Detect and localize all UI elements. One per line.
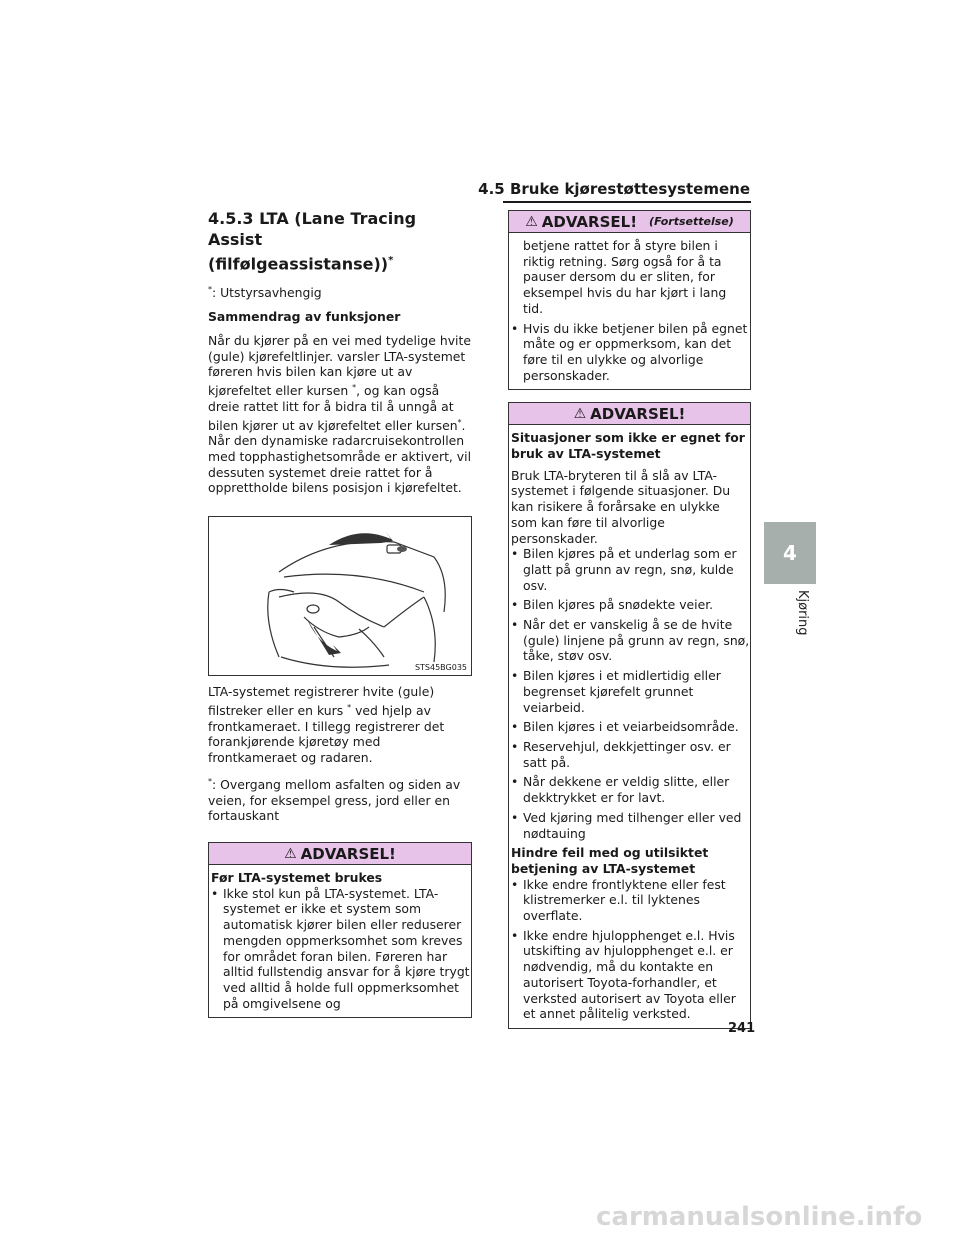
warning-box [208, 842, 472, 1018]
chapter-label: Kjøring [795, 590, 810, 636]
car-illustration [209, 517, 472, 676]
list-item: • Hvis du ikke betjener bilen på egnet måte og er oppmerksom, kan det føre til en ulykke og alvorlige personskader. [509, 321, 750, 384]
list-item: • Når det er vanskelig å se de hvite (gule) linjene på grunn av regn, snø, tåke, støv osv. [509, 617, 750, 664]
list-item: • Bilen kjøres på snødekte veier. [509, 597, 750, 613]
footnote-transition: *: Overgang mellom asfalten og siden av veien, for eksempel gress, jord eller en fortauskant [208, 776, 461, 824]
list-item: • Ikke endre hjulopphenget e.l. Hvis utskifting av hjulopphenget e.l. er nødvendig, må du kontakte en autorisert Toyota-forhandler, et verksted autorisert av Toyota eller et annet pålitelig verksted. [509, 928, 750, 1022]
chapter-tab[interactable]: 4 [764, 522, 816, 584]
list-item: • Når dekkene er veldig slitte, eller dekktrykket er for lavt. [509, 774, 750, 805]
page-number: 241 [728, 1021, 756, 1036]
warning-triangle-icon: ⚠ [525, 213, 538, 230]
header-rule [503, 201, 751, 203]
list-item: • Ikke stol kun på LTA-systemet. LTA-systemet er ikke et system som automatisk kjører bilen eller reduserer mengden oppmerksomhet som kreves for området foran bilen. Føreren har alltid fullstendig ansvar for å kjøre trygt ved alltid å holde full oppmerksomhet på omgivelsene og [209, 886, 471, 1012]
car-front-camera-figure [208, 516, 472, 676]
warning-box-situations [508, 402, 751, 1029]
footnote-equipment: *: Utstyrsavhengig [208, 285, 322, 301]
warning-heading: Før LTA-systemet brukes [211, 870, 383, 886]
summary-heading: Sammendrag av funksjoner [208, 309, 401, 325]
detection-text: LTA-systemet registrerer hvite (gule) filstreker eller en kurs * ved hjelp av frontkameraet. I tillegg registrerer det forankjørende kjøretøy med frontkameraet og radaren. [208, 684, 445, 766]
section-header: 4.5 Bruke kjørestøttesystemene [478, 180, 750, 198]
warning-heading: Situasjoner som ikke er egnet for bruk av LTA-systemet [511, 430, 745, 462]
warning-header [509, 403, 750, 425]
figure-code: STS45BG035 [414, 663, 467, 673]
list-item: • Bilen kjøres i et veiarbeidsområde. [509, 719, 750, 735]
warning-triangle-icon: ⚠ [284, 845, 297, 862]
list-item: • Ved kjøring med tilhenger eller ved nødtauing [509, 810, 750, 841]
warning-header [509, 211, 750, 233]
warning-box-continued [508, 210, 751, 390]
warning-header [209, 843, 471, 865]
list-item: • Bilen kjøres i et midlertidig eller begrenset kjørefelt grunnet veiarbeid. [509, 668, 750, 715]
warning-title: ADVARSEL! [541, 212, 638, 231]
warning-heading: Hindre feil med og utilsiktet betjening av LTA-systemet [511, 845, 709, 876]
right-column [508, 210, 751, 1029]
warning-title: ADVARSEL! [300, 844, 396, 863]
warning-title: ADVARSEL! [590, 404, 686, 423]
section-title: 4.5.3 LTA (Lane Tracing Assist (filfølgeassistanse))* [208, 209, 417, 274]
warning-triangle-icon: ⚠ [573, 405, 587, 422]
list-item: • Reservehjul, dekkjettinger osv. er satt på. [509, 739, 750, 770]
list-item-continued: betjene rattet for å styre bilen i riktig retning. Sørg også for å ta pauser dersom du er sliten, for eksempel hvis du har kjørt i lang tid. [523, 238, 727, 316]
left-column [208, 208, 472, 1018]
list-item: • Ikke endre frontlyktene eller fest klistremerker e.l. til lyktenes overflate. [509, 877, 750, 924]
watermark: carmanualsonline.info [596, 1202, 923, 1232]
summary-text: Når du kjører på en vei med tydelige hvite (gule) kjørefeltlinjer. varsler LTA-systemet føreren hvis bilen kan kjøre ut av kjørefeltet eller kursen *, og kan også dreie rattet litt for å bidra til å unngå at bilen kjører ut av kjørefeltet eller kursen*. Når den dynamiske radarcruisekontrollen med topphastighetsområde er aktivert, vil dessuten systemet dreie rattet for å opprettholde bilens posisjon i kjørefeltet. [208, 332, 472, 496]
continued-label: (Fortsettelse) [649, 215, 734, 228]
warning-intro: Bruk LTA-bryteren til å slå av LTA-systemet i følgende situasjoner. Du kan risikere å forårsake en ulykke som kan føre til alvorlige personskader. [511, 467, 731, 546]
list-item: • Bilen kjøres på et underlag som er glatt på grunn av regn, snø, kulde osv. [509, 546, 750, 593]
